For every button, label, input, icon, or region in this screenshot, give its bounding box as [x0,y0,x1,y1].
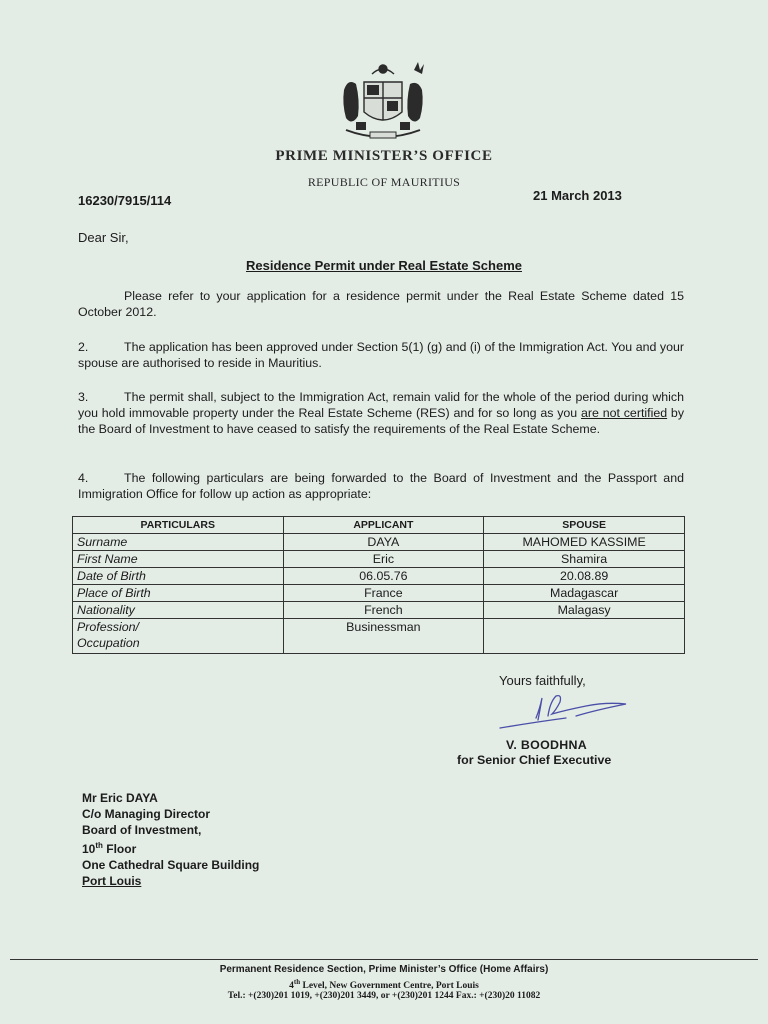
row-label: Nationality [73,602,284,619]
row-label: Surname [73,534,284,551]
spouse-value: 20.08.89 [484,568,685,585]
paragraph-4-number: 4. [78,471,89,485]
signature-icon [496,692,630,732]
floor-number: 10 [82,842,96,856]
footer-line-2 [0,978,768,991]
table-row [73,534,685,551]
address-line-1: Mr Eric DAYA [82,791,158,805]
signer-name: V. BOODHNA [506,738,588,752]
paragraph-4 [78,470,684,502]
paragraph-2 [78,339,684,371]
table-row [73,619,685,654]
table-row [73,602,685,619]
floor-suffix: th [95,841,103,850]
row-label: Place of Birth [73,585,284,602]
address-line-4 [82,838,259,857]
spouse-value: Malagasy [484,602,685,619]
row-label [73,619,284,654]
row-label-line-1: Profession/ [77,620,139,634]
letter-date: 21 March 2013 [533,188,622,203]
spouse-value: Shamira [484,551,685,568]
paragraph-2-text: The application has been approved under Section 5(1) (g) and (i) of the Immigration Act. You and your spouse are authorised to reside in Mauritius. [78,340,684,370]
particulars-table [72,516,685,654]
spouse-value: Madagascar [484,585,685,602]
paragraph-3-number: 3. [78,390,89,404]
footer-level-suffix: th [293,978,301,986]
row-label: Date of Birth [73,568,284,585]
footer-level-number: 4 [289,981,294,992]
paragraph-1-text: Please refer to your application for a residence permit under the Real Estate Scheme dated 15 October 2012. [78,289,684,319]
spouse-value: MAHOMED KASSIME [484,534,685,551]
table-row [73,551,685,568]
paragraph-1 [78,288,684,320]
spouse-value [484,619,685,654]
recipient-address [82,790,259,889]
address-line-2: C/o Managing Director [82,807,211,821]
applicant-value: Businessman [283,619,484,654]
paragraph-3-text-a: The permit shall, subject to the Immigration Act, remain valid for the whole of the period during which you hold immovable property under the Real Estate Scheme (RES) and for so long as you [78,390,684,420]
table-row [73,568,685,585]
applicant-value: 06.05.76 [283,568,484,585]
header-applicant: APPLICANT [283,517,484,534]
row-label: First Name [73,551,284,568]
closing-line: Yours faithfully, [499,673,586,688]
row-label-line-2: Occupation [77,636,140,650]
address-line-6: Port Louis [82,874,142,888]
reference-number: 16230/7915/114 [78,193,172,208]
paragraph-3-text-b: by the Board of Investment to have ceased to satisfy the requirements of the Real Estate Scheme. [78,406,685,436]
signer-role: for Senior Chief Executive [457,753,612,767]
paragraph-4-text: The following particulars are being forwarded to the Board of Investment and the Passport and Immigration Office for follow up action as appropriate: [78,471,684,501]
footer-divider [10,959,758,960]
salutation: Dear Sir, [78,230,129,245]
applicant-value: French [283,602,484,619]
table-row [73,585,685,602]
office-title: PRIME MINISTER’S OFFICE [275,148,493,164]
paragraph-3 [78,389,684,437]
footer-line-1: Permanent Residence Section, Prime Minister’s Office (Home Affairs) [219,964,549,975]
coat-of-arms-icon [334,60,432,144]
header-particulars: PARTICULARS [73,517,284,534]
office-subtitle: REPUBLIC OF MAURITIUS [307,175,461,189]
header-spouse: SPOUSE [484,517,685,534]
applicant-value: DAYA [283,534,484,551]
footer-line-3: Tel.: +(230)201 1019, +(230)201 3449, or +(230)201 1244 Fax.: +(230)20 11082 [227,991,541,1001]
floor-word: Floor [102,842,137,856]
applicant-value: France [283,585,484,602]
subject-line: Residence Permit under Real Estate Scheme [245,258,522,273]
paragraph-3-underlined: are not certified [581,406,668,420]
applicant-value: Eric [283,551,484,568]
table-header-row [73,517,685,534]
address-line-5: One Cathedral Square Building [82,858,260,872]
address-line-3: Board of Investment, [82,823,202,837]
paragraph-2-number: 2. [78,340,89,354]
footer-location: Level, New Government Centre, Port Louis [300,981,479,992]
